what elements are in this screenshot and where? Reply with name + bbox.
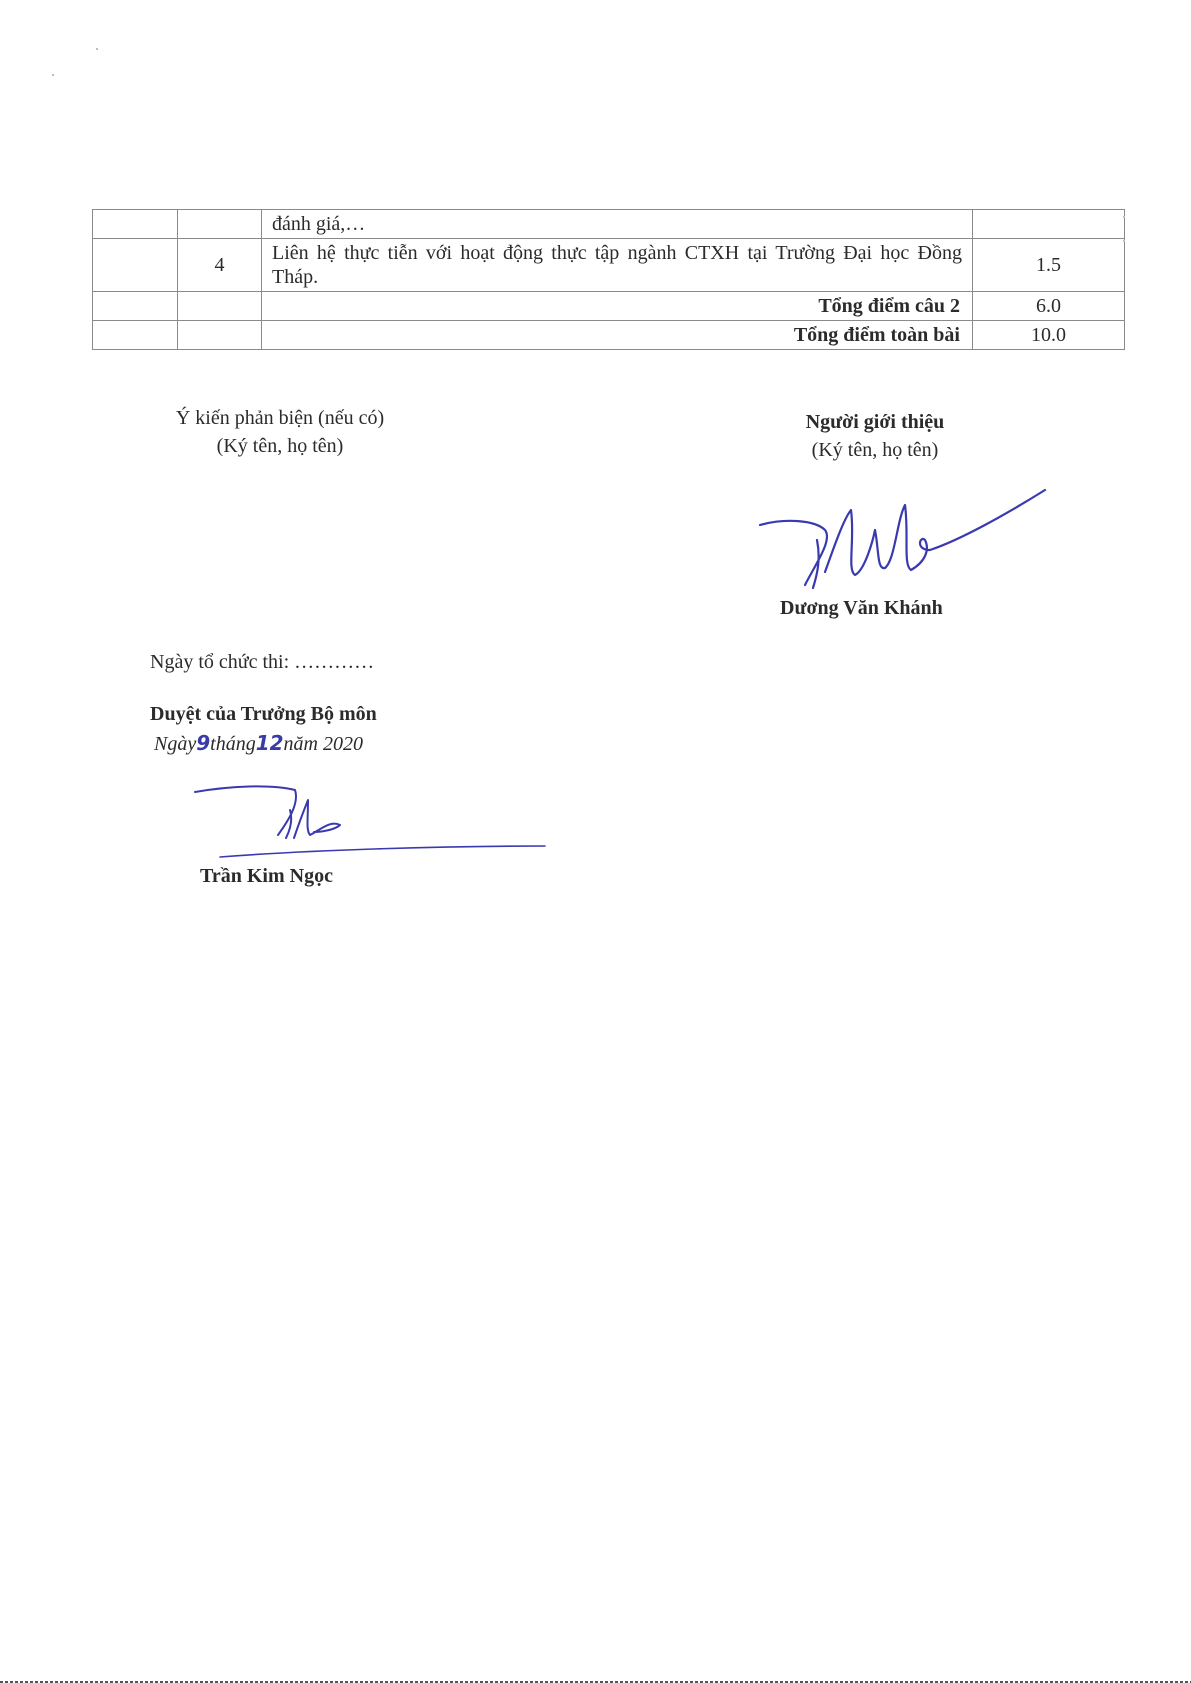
introducer-name: Dương Văn Khánh bbox=[780, 597, 943, 619]
date-prefix: Ngày bbox=[154, 733, 197, 755]
date-month: 12 bbox=[255, 731, 284, 755]
criterion-number: 4 bbox=[178, 239, 262, 292]
total-row bbox=[93, 321, 1125, 350]
approval-title: Duyệt của Trưởng Bộ môn bbox=[150, 703, 377, 725]
table-cell-blank bbox=[93, 210, 178, 239]
total-label: Tổng điểm câu 2 bbox=[262, 292, 973, 321]
table-cell-blank bbox=[178, 321, 262, 350]
grading-table bbox=[92, 209, 1125, 350]
approval-signature bbox=[190, 780, 550, 860]
total-score: 6.0 bbox=[973, 292, 1125, 321]
reviewer-subtitle: (Ký tên, họ tên) bbox=[216, 435, 344, 457]
introducer-subtitle: (Ký tên, họ tên) bbox=[811, 439, 939, 461]
total-row bbox=[93, 292, 1125, 321]
criterion-score: 1.5 bbox=[973, 239, 1125, 292]
reviewer-title: Ý kiến phản biện (nếu có) bbox=[175, 407, 385, 429]
table-cell-blank bbox=[178, 292, 262, 321]
criterion-content: Liên hệ thực tiễn với hoạt động thực tập ngành CTXH tại Trường Đại học Đồng Tháp. bbox=[262, 239, 973, 292]
approval-name: Trần Kim Ngọc bbox=[200, 865, 333, 887]
introducer-title: Người giới thiệu bbox=[805, 411, 945, 433]
criterion-score bbox=[973, 210, 1125, 239]
criterion-number bbox=[178, 210, 262, 239]
introducer-signature bbox=[755, 480, 1055, 600]
reviewer-block bbox=[150, 404, 410, 460]
exam-date-line: Ngày tổ chức thi: ………… bbox=[150, 651, 375, 673]
date-year: năm 2020 bbox=[283, 733, 363, 755]
table-cell-blank bbox=[93, 321, 178, 350]
table-row bbox=[93, 239, 1125, 292]
grand-total-label: Tổng điểm toàn bài bbox=[262, 321, 973, 350]
table-cell-blank bbox=[93, 292, 178, 321]
grand-total-score: 10.0 bbox=[973, 321, 1125, 350]
approval-date bbox=[154, 731, 363, 756]
date-month-word: tháng bbox=[210, 733, 256, 755]
table-cell-blank bbox=[93, 239, 178, 292]
table-row bbox=[93, 210, 1125, 239]
introducer-block bbox=[755, 408, 995, 464]
date-day: 9 bbox=[196, 731, 211, 755]
criterion-content: đánh giá,… bbox=[262, 210, 973, 239]
